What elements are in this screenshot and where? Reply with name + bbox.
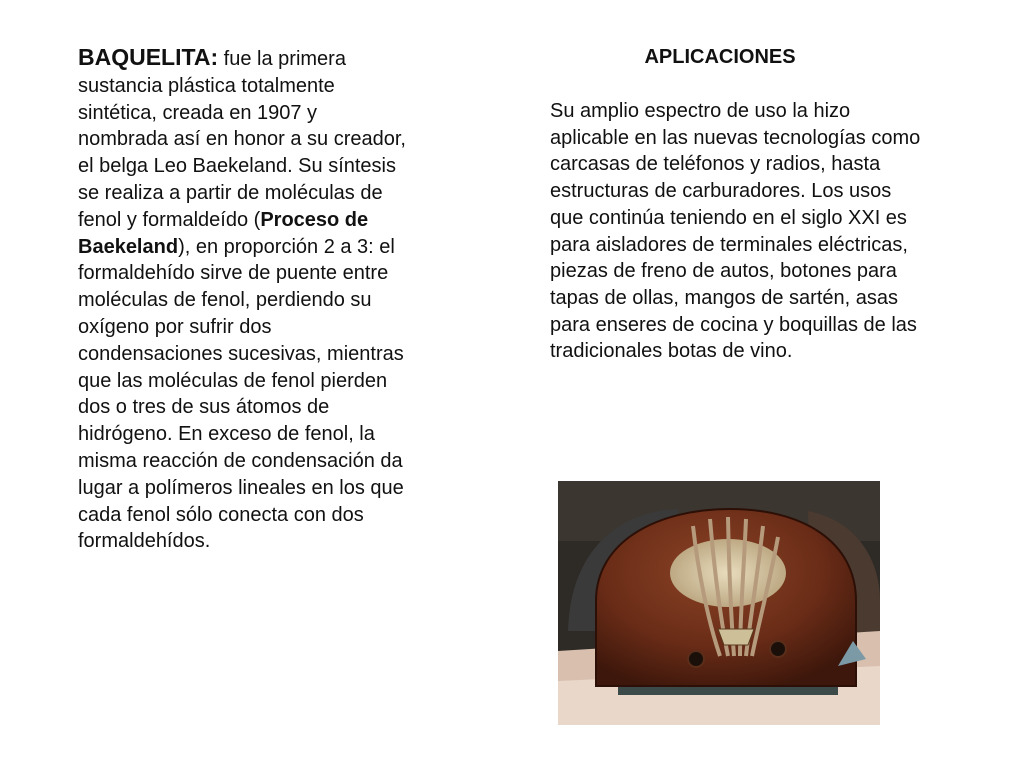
applications-heading: APLICACIONES xyxy=(644,46,796,68)
definition-text-part-2: ), en proporción 2 a 3: el formaldehído sirve de puente entre moléculas de fenol, perdiendo su oxígeno por sufrir dos condensaciones sucesivas, mientras que las moléculas de fenol pierden dos o tres de sus átomos de hidrógeno. En exceso de fenol, la misma reacción de condensación da lugar a polímeros lineales en los que cada fenol sólo conecta con dos formaldehídos. xyxy=(78,235,404,553)
right-knob xyxy=(770,641,786,657)
definition-paragraph xyxy=(78,44,408,555)
tuning-dial xyxy=(718,629,754,645)
radio-illustration xyxy=(558,481,880,725)
definition-text-part-1: fue la primera sustancia plástica totalmente sintética, creada en 1907 y nombrada así en honor a su creador, el belga Leo Baekeland. Su síntesis se realiza a partir de moléculas de fenol y formaldeído ( xyxy=(78,48,406,231)
bakelite-radio-photo xyxy=(558,481,880,725)
left-knob xyxy=(688,651,704,667)
term-title: BAQUELITA: xyxy=(78,44,219,70)
applications-text: Su amplio espectro de uso la hizo aplicable en las nuevas tecnologías como carcasas de teléfonos y radios, hasta estructuras de carburadores. Los usos que continúa teniendo en el siglo XXI es para aisladores de terminales eléctricas, piezas de freno de autos, botones para tapas de ollas, mangos de sartén, asas para enseres de cocina y boquillas de las tradicionales botas de vino. xyxy=(550,100,921,363)
applications-section xyxy=(550,44,930,365)
process-name: Proceso de Baekeland xyxy=(78,208,369,258)
